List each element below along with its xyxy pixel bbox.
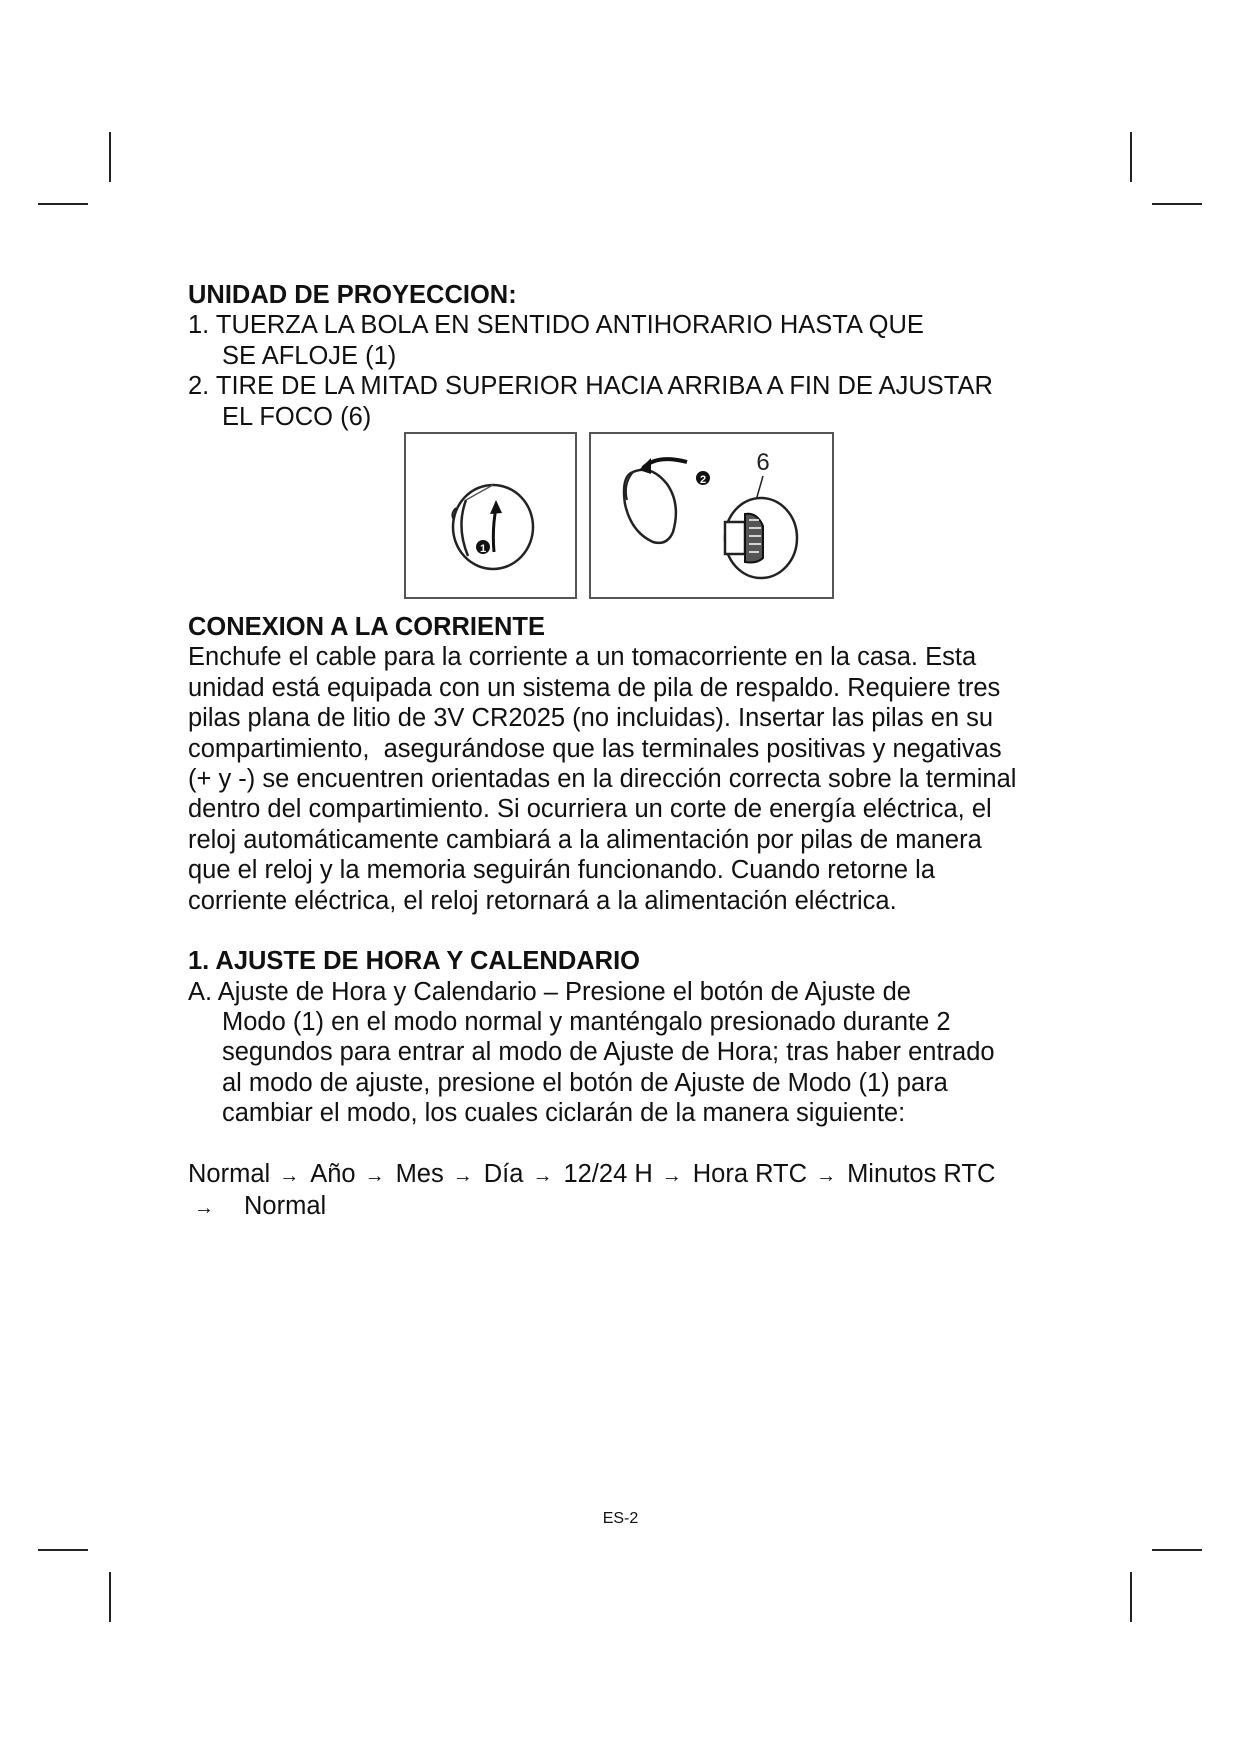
pull-top-illustration bbox=[591, 434, 832, 597]
page-number: ES-2 bbox=[602, 1510, 639, 1527]
crop-mark-top-right-vertical bbox=[1130, 132, 1132, 182]
page-content bbox=[188, 280, 1068, 1223]
projection-step-2: 2. TIRE DE LA MITAD SUPERIOR HACIA ARRIBA A FIN DE AJUSTAR bbox=[188, 372, 993, 401]
sequence-step: Normal bbox=[244, 1191, 327, 1220]
power-text-line-2: unidad está equipada con un sistema de pila de respaldo. Requiere tres bbox=[188, 673, 1001, 702]
right-arrow-icon: → bbox=[661, 1164, 682, 1187]
power-text-line-6: dentro del compartimiento. Si ocurriera un corte de energía eléctrica, el bbox=[188, 795, 992, 824]
sequence-step: Hora RTC bbox=[692, 1159, 808, 1188]
time-text-line-2: Modo (1) en el modo normal y manténgalo presionado durante 2 bbox=[222, 1007, 951, 1036]
right-arrow-icon: → bbox=[452, 1164, 473, 1187]
power-text-line-9: corriente eléctrica, el reloj retornará a la alimentación eléctrica. bbox=[188, 886, 897, 915]
crop-mark-bottom-left-vertical bbox=[109, 1572, 111, 1622]
sequence-step: 12/24 H bbox=[563, 1159, 653, 1188]
projection-figures bbox=[188, 432, 1068, 604]
twist-ball-illustration bbox=[406, 434, 575, 597]
crop-mark-top-left-horizontal bbox=[38, 203, 88, 205]
figure-label-two: 2 bbox=[699, 474, 707, 487]
figure-label-six: 6 bbox=[756, 449, 770, 477]
right-arrow-icon: → bbox=[532, 1164, 553, 1187]
time-heading: 1. AJUSTE DE HORA Y CALENDARIO bbox=[188, 947, 640, 976]
sequence-step: Normal bbox=[188, 1159, 271, 1188]
figure-twist-ball bbox=[404, 432, 577, 599]
right-arrow-icon: → bbox=[279, 1164, 300, 1187]
sequence-step: Mes bbox=[395, 1159, 444, 1188]
figure-pull-top bbox=[589, 432, 834, 599]
projection-step-1-cont: SE AFLOJE (1) bbox=[222, 341, 397, 370]
mode-sequence-line-1 bbox=[188, 1159, 1068, 1191]
time-text-line-5: cambiar el modo, los cuales ciclarán de la manera siguiente: bbox=[222, 1099, 906, 1128]
crop-mark-bottom-right-horizontal bbox=[1152, 1549, 1202, 1551]
crop-mark-top-left-vertical bbox=[109, 132, 111, 182]
sequence-step: Minutos RTC bbox=[847, 1159, 996, 1188]
power-text-line-7: reloj automáticamente cambiará a la alimentación por pilas de manera bbox=[188, 825, 982, 854]
crop-mark-top-right-horizontal bbox=[1152, 203, 1202, 205]
right-arrow-icon: → bbox=[194, 1196, 214, 1219]
power-text-line-5: (+ y -) se encuentren orientadas en la dirección correcta sobre la terminal bbox=[188, 765, 1017, 794]
projection-step-1: 1. TUERZA LA BOLA EN SENTIDO ANTIHORARIO HASTA QUE bbox=[188, 311, 924, 340]
power-heading: CONEXION A LA CORRIENTE bbox=[188, 613, 546, 642]
time-text-line-1: A. Ajuste de Hora y Calendario – Presione el botón de Ajuste de bbox=[188, 977, 911, 1006]
figure-label-one: 1 bbox=[479, 543, 487, 556]
power-text-line-3: pilas plana de litio de 3V CR2025 (no incluidas). Insertar las pilas en su bbox=[188, 704, 994, 733]
projection-step-2-cont: EL FOCO (6) bbox=[222, 402, 372, 431]
sequence-step: Día bbox=[483, 1159, 524, 1188]
time-text-line-3: segundos para entrar al modo de Ajuste de Hora; tras haber entrado bbox=[222, 1038, 995, 1067]
right-arrow-icon: → bbox=[816, 1164, 837, 1187]
sequence-step: Año bbox=[310, 1159, 356, 1188]
mode-sequence-line-2 bbox=[188, 1191, 1068, 1223]
projection-heading: UNIDAD DE PROYECCION: bbox=[188, 281, 517, 309]
time-text-line-4: al modo de ajuste, presione el botón de Ajuste de Modo (1) para bbox=[222, 1068, 948, 1097]
crop-mark-bottom-right-vertical bbox=[1130, 1572, 1132, 1622]
power-text-line-8: que el reloj y la memoria seguirán funcionando. Cuando retorne la bbox=[188, 856, 936, 885]
right-arrow-icon: → bbox=[364, 1164, 385, 1187]
power-text-line-4: compartimiento, asegurándose que las terminales positivas y negativas bbox=[188, 734, 1002, 763]
crop-mark-bottom-left-horizontal bbox=[38, 1549, 88, 1551]
power-text-line-1: Enchufe el cable para la corriente a un tomacorriente en la casa. Esta bbox=[188, 643, 977, 672]
